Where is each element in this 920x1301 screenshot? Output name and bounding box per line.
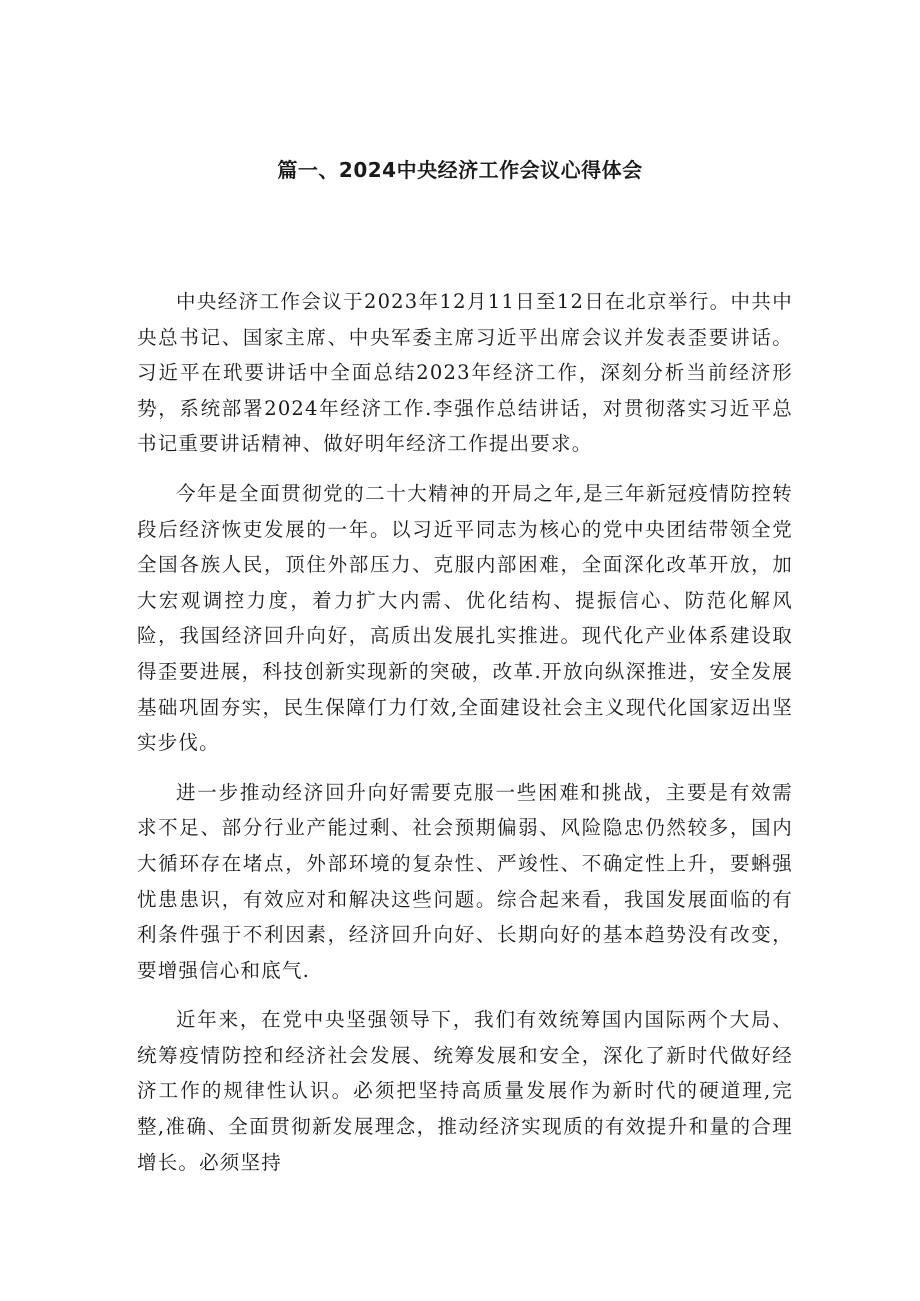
document-title: 篇一、2024中央经济工作会议心得体会 (277, 158, 643, 182)
paragraph-4: 近年来，在党中央坚强领导下，我们有效统筹国内国际两个大局、统筹疫情防控和经济社会发展、统筹发展和安全，深化了新时代做好经济工作的规律性认识。必须把坚持高质量发展作为新时代的硬道理,完整,准确、全面贯彻新发展理念，推动经济实现质的有效提升和量的合理增长。必须坚持 (137, 1008, 793, 1174)
document-body (137, 284, 793, 1194)
paragraph-1: 中央经济工作会议于2023年12月11日至12日在北京举行。中共中央总书记、国家主席、中央军委主席习近平出席会议并发表歪要讲话。习近平在玳要讲话中全面总结2023年经济工作，深刻分析当前经济形势，系统部署2024年经济工作.李强作总结讲话，对贯彻落实习近平总书记重要讲话精神、做好明年经济工作提出要求。 (137, 290, 793, 456)
paragraph-3: 进一步推动经济回升向好需要克服一些困难和挑战，主要是有效需求不足、部分行业产能过剩、社会预期偏弱、风险隐忠仍然较多，国内大循环存在堵点，外部环境的复杂性、严竣性、不确定性上升，要蝌强忧患患识，有效应对和解决这些问题。综合起来看，我国发展面临的有利条件强于不利因素，经济回升向好、长期向好的基本趋势没有改变，要增强信心和底气. (137, 780, 793, 982)
paragraph-2: 今年是全面贯彻党的二十大精神的开局之年,是三年新冠疫情防控转段后经济恢吏发展的一年。以习近平同志为核心的党中央团结带领全党全国各族人民，顶住外部压力、克服内部困难，全面深化改革开放，加大宏观调控力度，着力扩大内需、优化结构、提振信心、防范化解风险，我国经济回升向好，高质出发展扎实推进。现代化产业体系建设取得歪要进展，科技创新实现新的突破，改革.开放向纵深推进，安全发展基础巩固夯实，民生保障仃力仃效,全面建设社会主义现代化国家迈出坚实步伐。 (137, 481, 793, 755)
